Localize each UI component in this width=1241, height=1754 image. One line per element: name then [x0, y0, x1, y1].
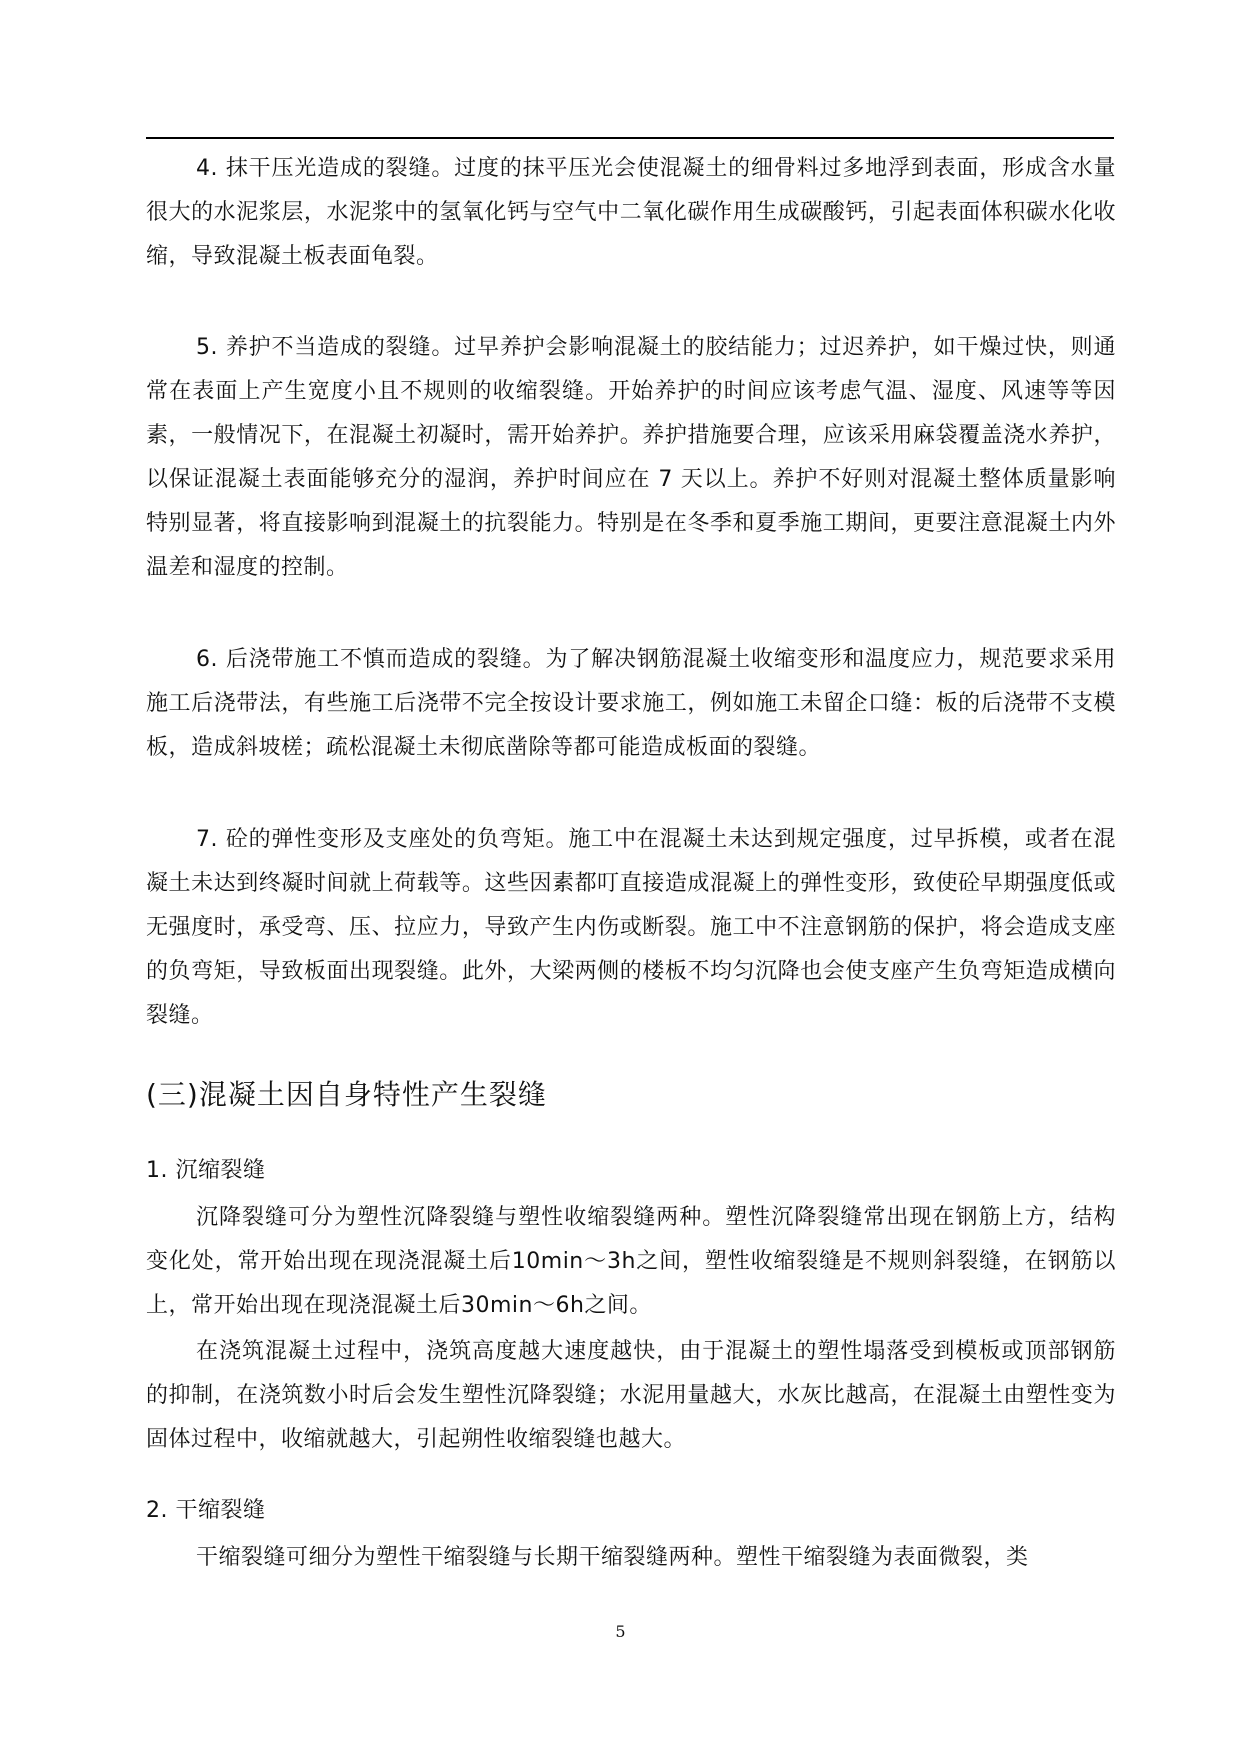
page-number: 5 — [615, 1622, 626, 1641]
subsection-2-label: 2. 干缩裂缝 — [146, 1498, 266, 1523]
paragraph-5: 5. 养护不当造成的裂缝。过早养护会影响混凝土的胶结能力；过迟养护，如干燥过快，则通常在表面上产生宽度小且不规则的收缩裂缝。开始养护的时间应该考虑气温、湿度、风速等等因素，一般情况下，在混凝土初凝时，需开始养护。养护措施要合理，应该采用麻袋覆盖浇水养护，以保证混凝土表面能够充分的湿润，养护时间应在 7 天以上。养护不好则对混凝土整体质量影响特别显著，将直接影响到混凝土的抗裂能力。特别是在冬季和夏季施工期间，更要注意混凝土内外温差和湿度的控制。 — [146, 335, 1116, 580]
paragraph-4: 4. 抹干压光造成的裂缝。过度的抹平压光会使混凝土的细骨料过多地浮到表面，形成含水量很大的水泥浆层，水泥浆中的氢氧化钙与空气中二氧化碳作用生成碳酸钙，引起表面体积碳水化收缩，导致混凝土板表面龟裂。 — [146, 156, 1116, 269]
paragraph-7: 7. 砼的弹性变形及支座处的负弯矩。施工中在混凝土未达到规定强度，过早拆模，或者在混凝土未达到终凝时间就上荷载等。这些因素都叮直接造成混凝上的弹性变形，致使砼早期强度低或无强度时，承受弯、压、拉应力，导致产生内伤或断裂。施工中不注意钢筋的保护，将会造成支座的负弯矩，导致板面出现裂缝。此外，大梁两侧的楼板不均匀沉降也会使支座产生负弯矩造成横向裂缝。 — [146, 827, 1116, 1028]
header-rule — [146, 137, 1114, 139]
subsection-1-label: 1. 沉缩裂缝 — [146, 1158, 266, 1183]
subsection-1-paragraph-b: 在浇筑混凝土过程中，浇筑高度越大速度越快，由于混凝土的塑性塌落受到模板或顶部钢筋的抑制，在浇筑数小时后会发生塑性沉降裂缝；水泥用量越大，水灰比越高，在混凝土由塑性变为固体过程中，收缩就越大，引起朔性收缩裂缝也越大。 — [146, 1339, 1116, 1452]
section-heading: (三)混凝土因自身特性产生裂缝 — [146, 1078, 547, 1111]
paragraph-6: 6. 后浇带施工不慎而造成的裂缝。为了解决钢筋混凝土收缩变形和温度应力，规范要求采用施工后浇带法，有些施工后浇带不完全按设计要求施工，例如施工未留企口缝：板的后浇带不支模板，造成斜坡槎；疏松混凝土未彻底凿除等都可能造成板面的裂缝。 — [146, 647, 1116, 760]
subsection-2-paragraph-a: 干缩裂缝可细分为塑性干缩裂缝与长期干缩裂缝两种。塑性干缩裂缝为表面微裂，类 — [196, 1545, 1029, 1570]
subsection-1-paragraph-a: 沉降裂缝可分为塑性沉降裂缝与塑性收缩裂缝两种。塑性沉降裂缝常出现在钢筋上方，结构变化处，常开始出现在现浇混凝土后10min～3h之间，塑性收缩裂缝是不规则斜裂缝，在钢筋以上，常开始出现在现浇混凝土后30min～6h之间。 — [146, 1205, 1116, 1318]
